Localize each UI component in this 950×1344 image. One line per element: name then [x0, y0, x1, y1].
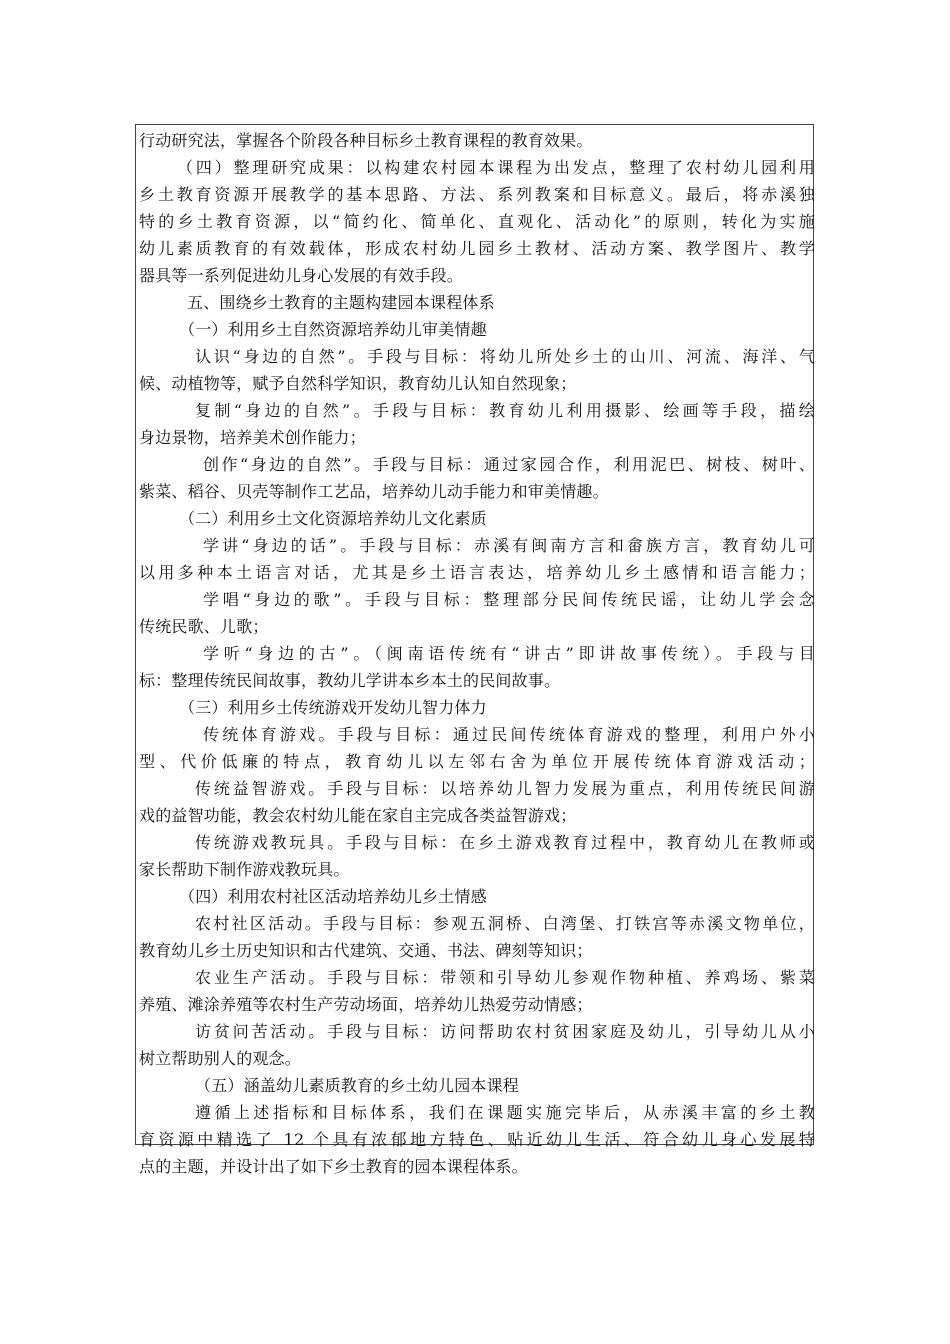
text-line: （一）利用乡土自然资源培养幼儿审美情趣 — [179, 320, 487, 339]
text-line: 标：整理传统民间故事，教幼儿学讲本乡本土的民间故事。 — [139, 671, 561, 690]
text-line: 身边景物，培养美术创作能力； — [139, 428, 366, 447]
text-line: 型、代价低廉的特点，教育幼儿以左邻右舍为单位开展传统体育游戏活动； — [139, 752, 815, 771]
text-line: 传统益智游戏。手段与目标：以培养幼儿智力发展为重点，利用传统民间游 — [195, 779, 815, 798]
text-line: 家长帮助下制作游戏教玩具。 — [139, 860, 350, 879]
text-line: 养殖、滩涂养殖等农村生产劳动场面，培养幼儿热爱劳动情感； — [139, 995, 593, 1014]
text-line: 特的乡土教育资源，以“简约化、简单化、直观化、活动化”的原则，转化为实施 — [139, 212, 815, 231]
text-line: 传统民歌、儿歌； — [139, 617, 269, 636]
text-line: （二）利用乡土文化资源培养幼儿文化素质 — [179, 509, 487, 528]
text-line: 行动研究法，掌握各个阶段各种目标乡土教育课程的教育效果。 — [139, 131, 593, 150]
text-line: 育资源中精选了 12 个具有浓郁地方特色、贴近幼儿生活、符合幼儿身心发展特 — [139, 1130, 815, 1149]
text-line: （三）利用乡土传统游戏开发幼儿智力体力 — [179, 698, 487, 717]
text-line: 遵循上述指标和目标体系，我们在课题实施完毕后，从赤溪丰富的乡土教 — [195, 1103, 815, 1122]
text-line: 复制“身边的自然”。手段与目标：教育幼儿利用摄影、绘画等手段，描绘 — [195, 401, 815, 420]
document-body — [139, 127, 815, 1180]
text-line: 戏的益智功能，教会农村幼儿能在家自主完成各类益智游戏； — [139, 806, 577, 825]
text-line: 树立帮助别人的观念。 — [139, 1049, 302, 1068]
text-line: 学讲“身边的话”。手段与目标：赤溪有闽南方言和畲族方言，教育幼儿可 — [203, 536, 815, 555]
text-line: 学听“身边的古”。（闽南语传统有“讲古”即讲故事传统）。手段与目 — [203, 644, 815, 663]
text-line: （四）整理研究成果：以构建农村园本课程为出发点，整理了农村幼儿园利用 — [177, 158, 815, 177]
text-line: 认识“身边的自然”。手段与目标：将幼儿所处乡土的山川、河流、海洋、气 — [195, 347, 815, 366]
text-line: 农村社区活动。手段与目标：参观五洞桥、白湾堡、打铁宫等赤溪文物单位， — [195, 914, 815, 933]
text-line: （五）涵盖幼儿素质教育的乡土幼儿园本课程 — [195, 1076, 520, 1095]
text-line: （四）利用农村社区活动培养幼儿乡土情感 — [179, 887, 487, 906]
text-line: 五、围绕乡土教育的主题构建园本课程体系 — [187, 293, 495, 312]
text-line: 访贫问苦活动。手段与目标：访问帮助农村贫困家庭及幼儿，引导幼儿从小 — [195, 1022, 815, 1041]
text-line: 器具等一系列促进幼儿身心发展的有效手段。 — [139, 266, 464, 285]
text-line: 传统游戏教玩具。手段与目标：在乡土游戏教育过程中，教育幼儿在教师或 — [195, 833, 815, 852]
text-line: 农业生产活动。手段与目标：带领和引导幼儿参观作物种植、养鸡场、紫菜 — [195, 968, 815, 987]
text-line: 幼儿素质教育的有效载体，形成农村幼儿园乡土教材、活动方案、教学图片、教学 — [139, 239, 815, 258]
text-line: 教育幼儿乡土历史知识和古代建筑、交通、书法、碑刻等知识； — [139, 941, 593, 960]
text-line: 候、动植物等，赋予自然科学知识，教育幼儿认知自然现象； — [139, 374, 577, 393]
text-line: 传统体育游戏。手段与目标：通过民间传统体育游戏的整理，利用户外小 — [203, 725, 815, 744]
text-line: 以用多种本土语言对话，尤其是乡土语言表达，培养幼儿乡土感情和语言能力； — [139, 563, 815, 582]
text-line: 学唱“身边的歌”。手段与目标：整理部分民间传统民谣，让幼儿学会念 — [203, 590, 815, 609]
text-line: 乡土教育资源开展教学的基本思路、方法、系列教案和目标意义。最后，将赤溪独 — [139, 185, 815, 204]
text-line: 创作“身边的自然”。手段与目标：通过家园合作，利用泥巴、树枝、树叶、 — [203, 455, 815, 474]
text-line: 点的主题，并设计出了如下乡土教育的园本课程体系。 — [139, 1157, 528, 1176]
text-line: 紫菜、稻谷、贝壳等制作工艺品，培养幼儿动手能力和审美情趣。 — [139, 482, 609, 501]
